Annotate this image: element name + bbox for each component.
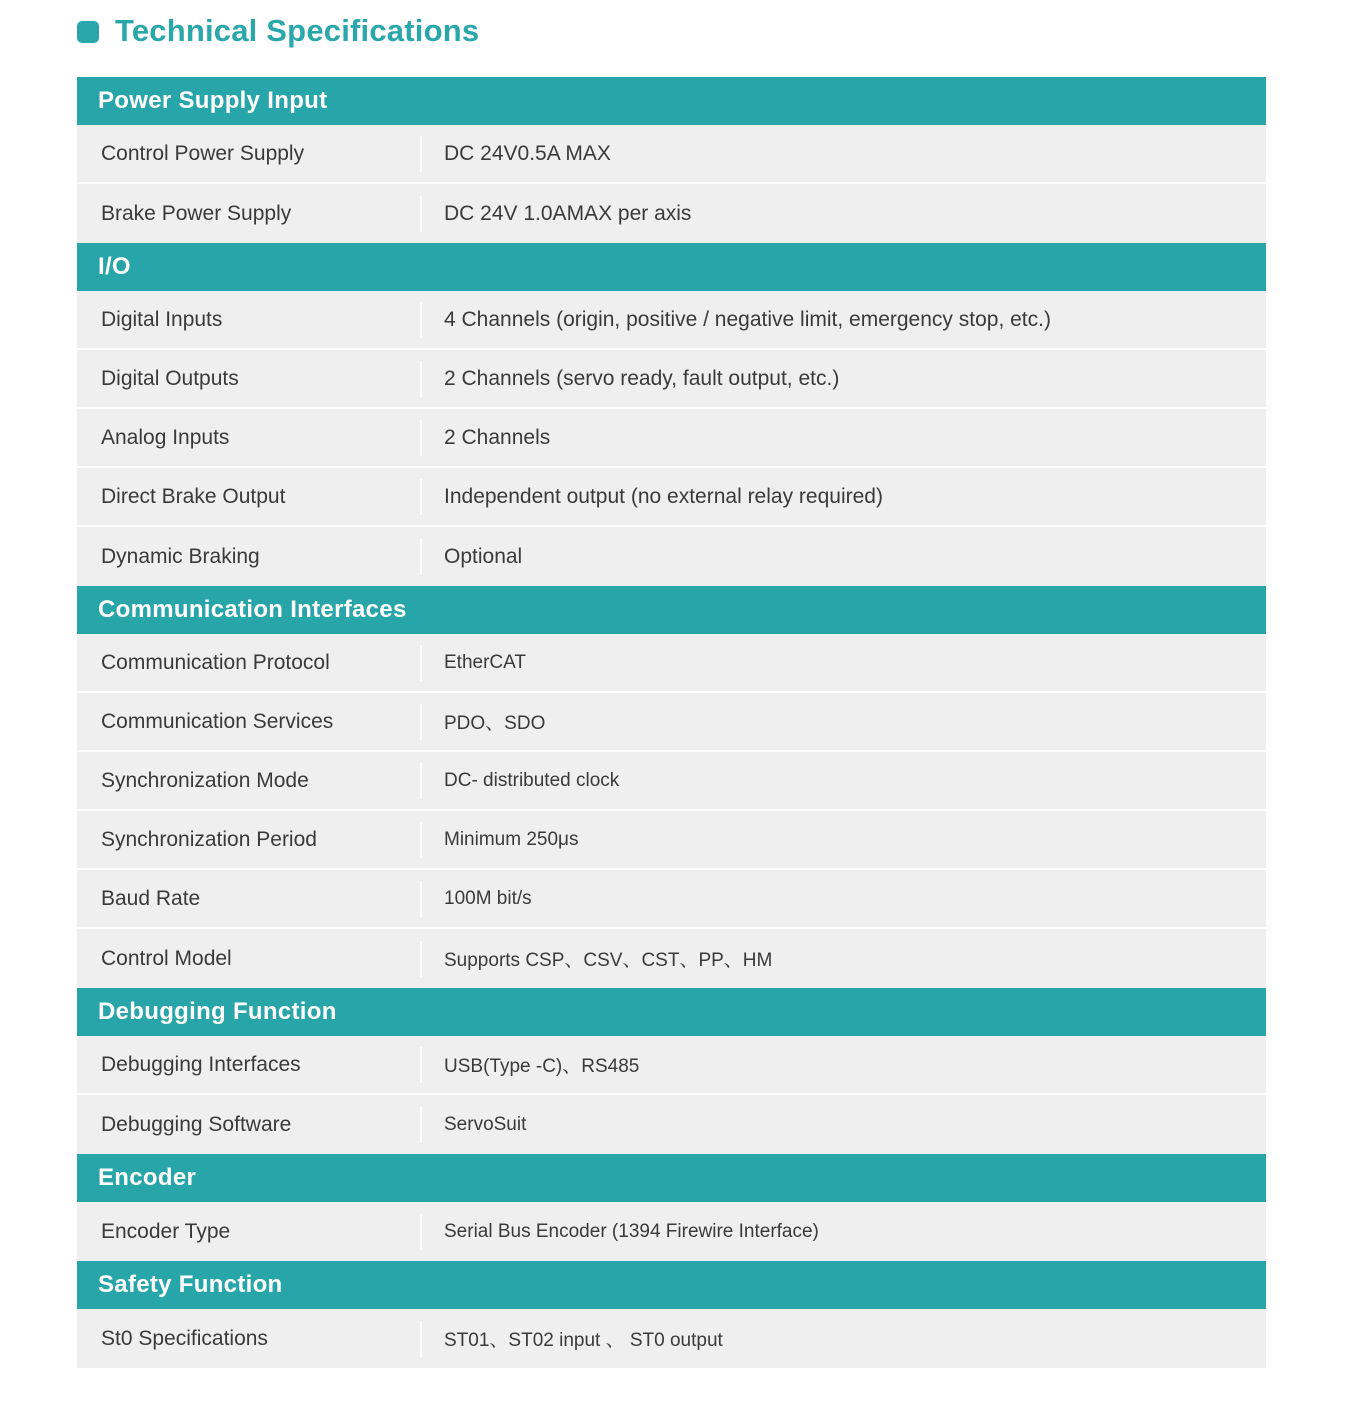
spec-label: Communication Protocol [77,645,422,681]
spec-value: Serial Bus Encoder (1394 Firewire Interface) [444,1220,819,1242]
spec-value: 4 Channels (origin, positive / negative limit, emergency stop, etc.) [444,307,1051,331]
spec-section-power-supply-input [77,77,1266,243]
spec-label: Direct Brake Output [77,479,422,515]
spec-label: Baud Rate [77,881,422,917]
table-row [77,752,1266,811]
square-bullet-icon [77,21,99,43]
section-rows-safety-function [77,1309,1266,1368]
table-row [77,1202,1266,1261]
table-row [77,634,1266,693]
table-row [77,870,1266,929]
spec-section-safety-function [77,1261,1266,1368]
section-rows-encoder [77,1202,1266,1261]
spec-label: Control Model [77,941,422,977]
table-row [77,125,1266,184]
spec-section-io [77,243,1266,586]
section-header-power-supply-input: Power Supply Input [77,77,1266,125]
spec-label: Analog Inputs [77,420,422,456]
spec-label: Debugging Interfaces [77,1047,422,1083]
table-row [77,184,1266,243]
spec-label: Dynamic Braking [77,539,422,575]
table-row [77,409,1266,468]
page-title-row [0,0,1345,52]
spec-value: 2 Channels (servo ready, fault output, etc.) [444,366,840,390]
table-row [77,1095,1266,1154]
spec-value: Independent output (no external relay required) [444,484,883,508]
spec-value: DC- distributed clock [444,769,620,791]
spec-value: 100M bit/s [444,887,532,909]
table-row [77,350,1266,409]
spec-label: Synchronization Period [77,822,422,858]
section-header-debugging-function: Debugging Function [77,988,1266,1036]
spec-value: ServoSuit [444,1113,527,1135]
section-rows-io [77,291,1266,586]
table-row [77,693,1266,752]
spec-section-encoder [77,1154,1266,1261]
spec-value: PDO、SDO [444,713,546,734]
spec-value: EtherCAT [444,651,527,673]
spec-value: Minimum 250μs [444,828,579,850]
table-row [77,811,1266,870]
spec-value: USB(Type -C)、RS485 [444,1056,640,1077]
table-row [77,468,1266,527]
specifications-table [77,77,1266,1368]
table-row [77,291,1266,350]
spec-value: DC 24V0.5A MAX [444,141,611,165]
spec-value: Supports CSP、CSV、CST、PP、HM [444,950,773,971]
spec-label: Debugging Software [77,1107,422,1143]
spec-label: Synchronization Mode [77,763,422,799]
spec-label: Brake Power Supply [77,196,422,232]
spec-section-communication-interfaces [77,586,1266,988]
section-header-communication-interfaces: Communication Interfaces [77,586,1266,634]
spec-value: 2 Channels [444,425,551,449]
table-row [77,1309,1266,1368]
spec-value: ST01、ST02 input 、 ST0 output [444,1330,723,1351]
section-header-encoder: Encoder [77,1154,1266,1202]
spec-label: Digital Outputs [77,361,422,397]
spec-value: DC 24V 1.0AMAX per axis [444,201,692,225]
spec-label: Control Power Supply [77,136,422,172]
spec-label: Encoder Type [77,1214,422,1250]
section-header-safety-function: Safety Function [77,1261,1266,1309]
table-row [77,929,1266,988]
spec-label: St0 Specifications [77,1321,422,1357]
spec-value: Optional [444,544,523,568]
section-rows-debugging-function [77,1036,1266,1154]
section-header-io: I/O [77,243,1266,291]
section-rows-power-supply-input [77,125,1266,243]
section-rows-communication-interfaces [77,634,1266,988]
spec-section-debugging-function [77,988,1266,1154]
page-title: Technical Specifications [115,13,480,48]
table-row [77,527,1266,586]
table-row [77,1036,1266,1095]
spec-label: Communication Services [77,704,422,740]
spec-label: Digital Inputs [77,302,422,338]
